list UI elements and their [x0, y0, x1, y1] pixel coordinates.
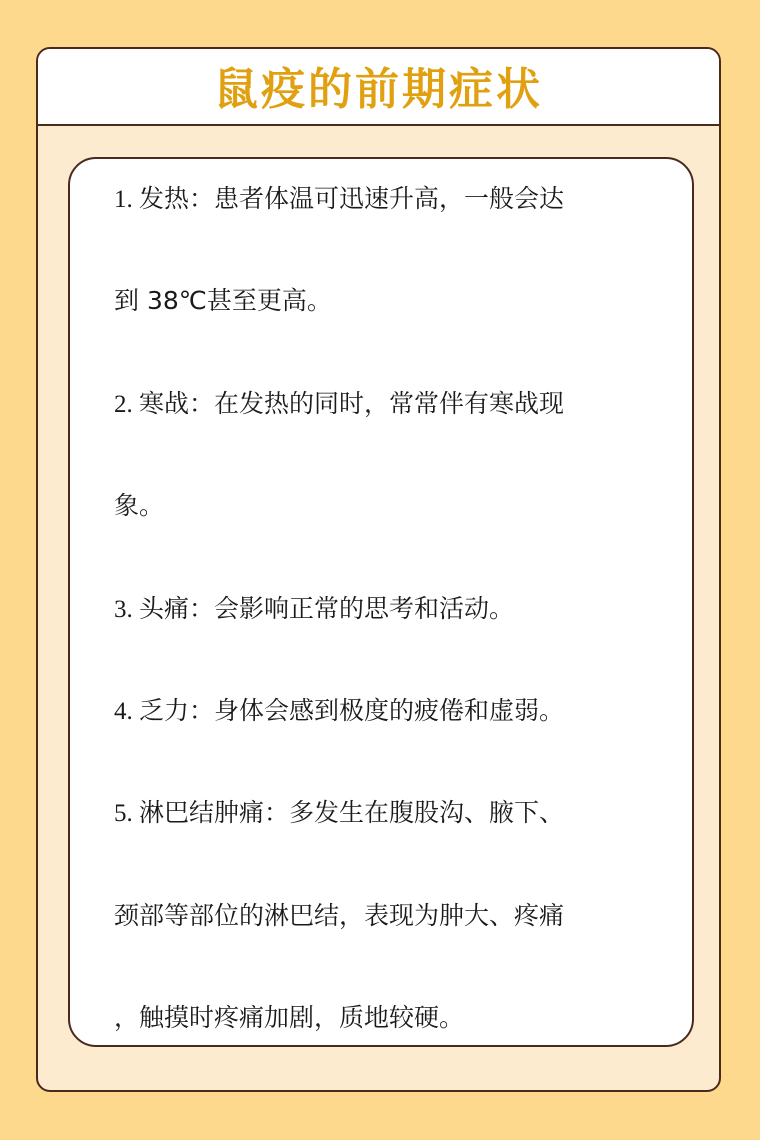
text-line — [114, 791, 674, 893]
text-line — [114, 894, 674, 996]
line-text: 颈部等部位的淋巴结，表现为肿大、疼痛 — [114, 900, 565, 930]
text-line — [114, 689, 674, 791]
line-text: 乏力：身体会感到极度的疲倦和虚弱。 — [139, 695, 565, 725]
text-line — [114, 382, 674, 484]
text-line — [114, 996, 674, 1092]
content-card — [36, 47, 721, 1092]
line-text: 淋巴结肿痛：多发生在腹股沟、腋下、 — [139, 798, 565, 828]
item-number: 1. — [114, 186, 139, 213]
line-text: 发热：患者体温可迅速升高，一般会达 — [139, 184, 565, 213]
line-text: 象。 — [114, 491, 165, 521]
line-text: 头痛：会影响正常的思考和活动。 — [139, 593, 515, 623]
item-number: 2. — [114, 390, 139, 418]
page-title: 鼠疫的前期症状 — [214, 63, 543, 115]
text-line — [114, 587, 674, 689]
line-text: 寒战：在发热的同时，常常伴有寒战现 — [139, 388, 565, 418]
symptoms-list — [114, 177, 674, 1092]
line-text: ，触摸时疼痛加剧，质地较硬。 — [114, 1003, 465, 1033]
title-header — [38, 49, 719, 126]
text-line — [114, 484, 674, 586]
item-number: 5. — [114, 800, 139, 828]
item-number: 3. — [114, 595, 139, 623]
item-number: 4. — [114, 697, 139, 725]
line-text: 到 38℃甚至更高。 — [114, 286, 332, 316]
text-line — [114, 177, 674, 279]
text-line — [114, 279, 674, 381]
symptoms-panel — [68, 157, 694, 1047]
